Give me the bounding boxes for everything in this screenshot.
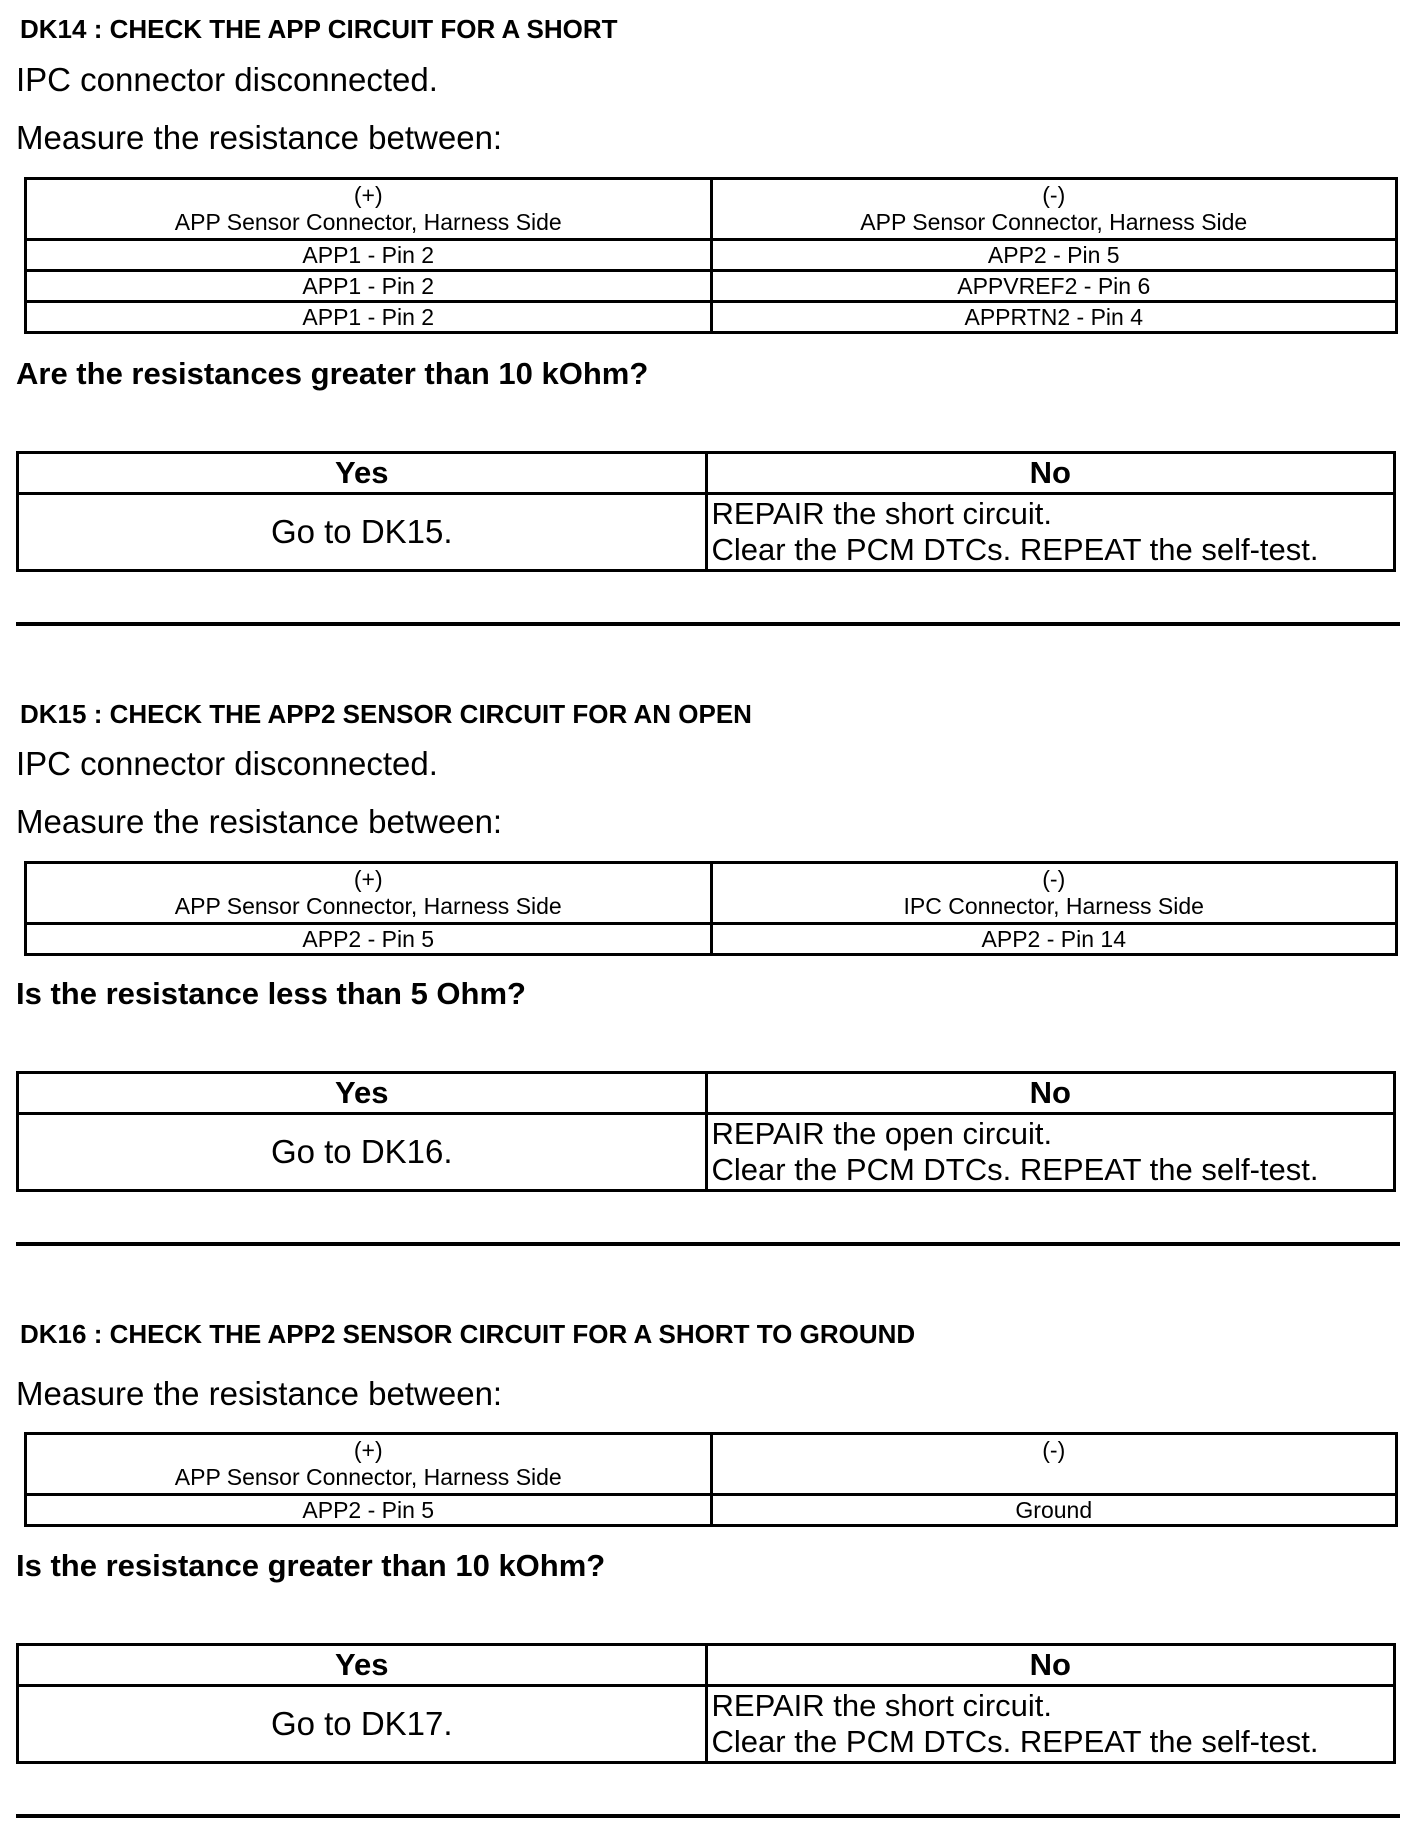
plus-header: (+) xyxy=(353,1437,383,1463)
minus-header: (-) xyxy=(1042,1437,1066,1463)
minus-pin-cell: APPRTN2 - Pin 4 xyxy=(711,302,1397,333)
minus-header: (-) xyxy=(1042,866,1066,892)
no-action-line: REPAIR the short circuit. xyxy=(711,1688,1053,1723)
section-divider xyxy=(16,622,1400,626)
question: Are the resistances greater than 10 kOhm? xyxy=(16,356,649,391)
no-action xyxy=(706,494,1395,571)
question: Is the resistance less than 5 Ohm? xyxy=(16,976,526,1011)
condition-line: IPC connector disconnected. xyxy=(16,745,438,782)
plus-pin-cell: APP1 - Pin 2 xyxy=(26,240,712,271)
plus-pin-cell: APP1 - Pin 2 xyxy=(26,271,712,302)
plus-pin-cell: APP1 - Pin 2 xyxy=(26,302,712,333)
condition-line: IPC connector disconnected. xyxy=(16,61,438,98)
plus-header-cell xyxy=(26,1434,712,1495)
yes-action: Go to DK16. xyxy=(18,1114,707,1191)
step-title: DK16 : CHECK THE APP2 SENSOR CIRCUIT FOR A SHORT TO GROUND xyxy=(20,1319,916,1349)
instruction-line: Measure the resistance between: xyxy=(16,803,503,840)
no-action-line: Clear the PCM DTCs. REPEAT the self-test. xyxy=(711,1724,1319,1759)
minus-header-cell xyxy=(711,1434,1397,1495)
yes-header: Yes xyxy=(18,453,707,494)
table-header-row xyxy=(26,1434,1397,1495)
plus-header-cell xyxy=(26,179,712,240)
plus-pin-cell: APP2 - Pin 5 xyxy=(26,924,712,955)
minus-pin-cell: APP2 - Pin 5 xyxy=(711,240,1397,271)
minus-pin-cell: APP2 - Pin 14 xyxy=(711,924,1397,955)
minus-header-cell xyxy=(711,863,1397,924)
question: Is the resistance greater than 10 kOhm? xyxy=(16,1548,606,1583)
no-action xyxy=(706,1114,1395,1191)
yes-no-table xyxy=(16,451,1396,572)
yes-action: Go to DK17. xyxy=(18,1686,707,1763)
no-header: No xyxy=(706,453,1395,494)
plus-header: (+) xyxy=(353,182,383,208)
instruction-line: Measure the resistance between: xyxy=(16,119,503,156)
yes-no-table xyxy=(16,1071,1396,1192)
measurement-table xyxy=(24,861,1398,956)
plus-subheader: APP Sensor Connector, Harness Side xyxy=(174,1464,562,1490)
no-action-line: REPAIR the short circuit. xyxy=(711,496,1053,531)
plus-subheader: APP Sensor Connector, Harness Side xyxy=(174,209,562,235)
step-title: DK14 : CHECK THE APP CIRCUIT FOR A SHORT xyxy=(20,14,618,44)
step-title: DK15 : CHECK THE APP2 SENSOR CIRCUIT FOR AN OPEN xyxy=(20,699,752,729)
plus-header-cell xyxy=(26,863,712,924)
minus-pin-cell: Ground xyxy=(711,1495,1397,1526)
table-row xyxy=(26,240,1397,271)
table-row xyxy=(26,302,1397,333)
measurement-table xyxy=(24,177,1398,334)
minus-pin-cell: APPVREF2 - Pin 6 xyxy=(711,271,1397,302)
no-header: No xyxy=(706,1645,1395,1686)
table-header-row xyxy=(26,179,1397,240)
minus-subheader: APP Sensor Connector, Harness Side xyxy=(860,209,1248,235)
yes-action: Go to DK15. xyxy=(18,494,707,571)
minus-header-cell xyxy=(711,179,1397,240)
section-divider xyxy=(16,1242,1400,1246)
yes-header: Yes xyxy=(18,1073,707,1114)
table-row xyxy=(26,1495,1397,1526)
section-divider xyxy=(16,1814,1400,1818)
no-action-line: Clear the PCM DTCs. REPEAT the self-test. xyxy=(711,532,1319,567)
no-header: No xyxy=(706,1073,1395,1114)
plus-pin-cell: APP2 - Pin 5 xyxy=(26,1495,712,1526)
table-header-row xyxy=(26,863,1397,924)
yes-header: Yes xyxy=(18,1645,707,1686)
measurement-table xyxy=(24,1432,1398,1527)
yes-no-table xyxy=(16,1643,1396,1764)
instruction-line: Measure the resistance between: xyxy=(16,1375,503,1412)
minus-subheader: IPC Connector, Harness Side xyxy=(903,893,1204,919)
plus-subheader: APP Sensor Connector, Harness Side xyxy=(174,893,562,919)
table-row xyxy=(26,924,1397,955)
no-action-line: REPAIR the open circuit. xyxy=(711,1116,1053,1151)
no-action xyxy=(706,1686,1395,1763)
plus-header: (+) xyxy=(353,866,383,892)
no-action-line: Clear the PCM DTCs. REPEAT the self-test. xyxy=(711,1152,1319,1187)
table-row xyxy=(26,271,1397,302)
minus-header: (-) xyxy=(1042,182,1066,208)
